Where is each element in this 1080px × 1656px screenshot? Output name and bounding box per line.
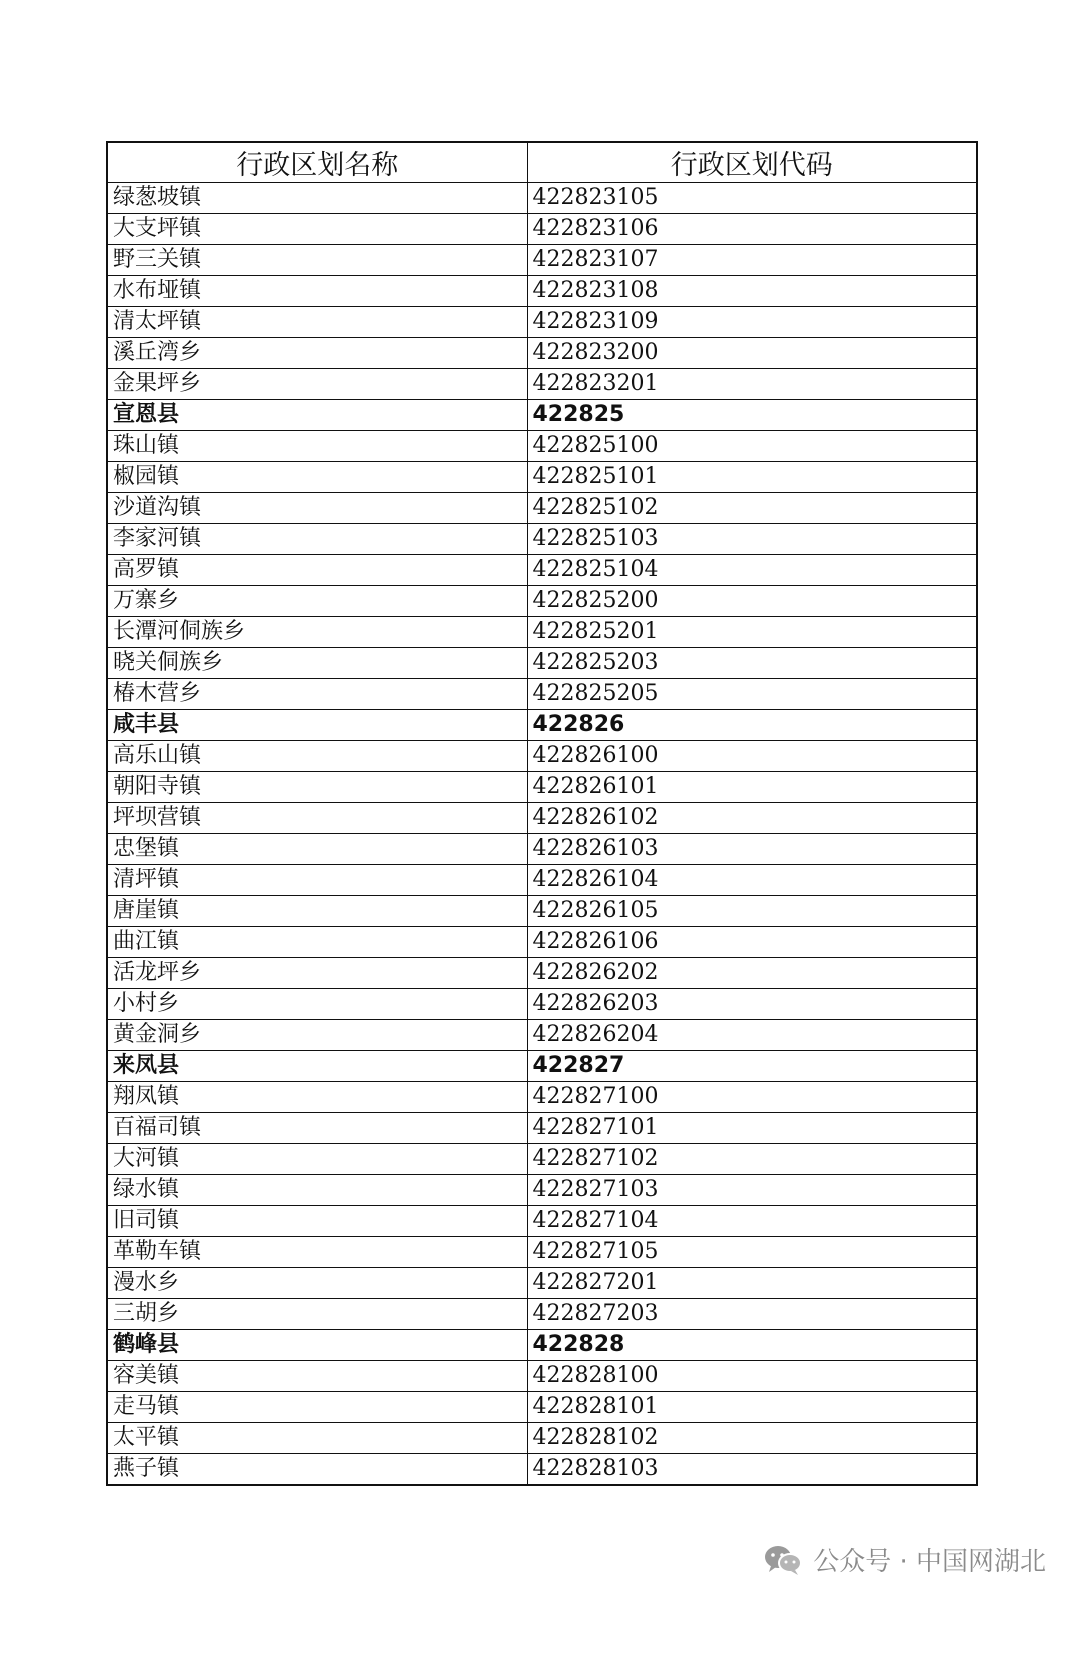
division-name-cell: 长潭河侗族乡 (107, 617, 527, 648)
division-name-cell: 坪坝营镇 (107, 803, 527, 834)
division-code-cell: 422823108 (527, 276, 977, 307)
table-row (107, 1361, 977, 1392)
division-code-table (106, 141, 978, 1486)
table-row (107, 214, 977, 245)
division-code-cell: 422825101 (527, 462, 977, 493)
division-name-cell: 漫水乡 (107, 1268, 527, 1299)
table-row (107, 617, 977, 648)
division-name-cell: 高乐山镇 (107, 741, 527, 772)
division-name-cell: 清太坪镇 (107, 307, 527, 338)
table-row (107, 834, 977, 865)
table-row (107, 586, 977, 617)
division-code-cell: 422826101 (527, 772, 977, 803)
table-row (107, 1454, 977, 1486)
table-row (107, 307, 977, 338)
table-row (107, 1237, 977, 1268)
division-code-cell: 422828100 (527, 1361, 977, 1392)
table-row (107, 183, 977, 214)
division-name-cell: 溪丘湾乡 (107, 338, 527, 369)
division-name-cell: 忠堡镇 (107, 834, 527, 865)
header-division-name: 行政区划名称 (107, 142, 527, 183)
division-name-cell: 曲江镇 (107, 927, 527, 958)
table-row (107, 927, 977, 958)
table-row (107, 741, 977, 772)
division-name-cell: 太平镇 (107, 1423, 527, 1454)
division-code-cell: 422825201 (527, 617, 977, 648)
table-row (107, 1268, 977, 1299)
table-body (107, 183, 977, 1486)
division-name-cell: 清坪镇 (107, 865, 527, 896)
table-row (107, 276, 977, 307)
table-row (107, 1113, 977, 1144)
county-row (107, 1330, 977, 1361)
division-code-cell: 422827203 (527, 1299, 977, 1330)
division-code-cell: 422828101 (527, 1392, 977, 1423)
table-row (107, 803, 977, 834)
division-name-cell: 百福司镇 (107, 1113, 527, 1144)
division-code-cell: 422825200 (527, 586, 977, 617)
division-name-cell: 金果坪乡 (107, 369, 527, 400)
division-name-cell: 野三关镇 (107, 245, 527, 276)
table-row (107, 1206, 977, 1237)
division-code-cell: 422825104 (527, 555, 977, 586)
table-row (107, 896, 977, 927)
table-row (107, 1423, 977, 1454)
division-code-cell: 422826103 (527, 834, 977, 865)
division-name-cell: 鹤峰县 (107, 1330, 527, 1361)
table-row (107, 679, 977, 710)
division-name-cell: 容美镇 (107, 1361, 527, 1392)
watermark-text: 公众号 · 中国网湖北 (813, 1547, 1046, 1577)
wechat-watermark (763, 1541, 1046, 1578)
table-row (107, 493, 977, 524)
division-code-cell: 422823201 (527, 369, 977, 400)
division-name-cell: 革勒车镇 (107, 1237, 527, 1268)
division-code-cell: 422825100 (527, 431, 977, 462)
header-division-code: 行政区划代码 (527, 142, 977, 183)
division-name-cell: 珠山镇 (107, 431, 527, 462)
table-row (107, 1020, 977, 1051)
division-code-cell: 422827104 (527, 1206, 977, 1237)
division-code-cell: 422823109 (527, 307, 977, 338)
table-row (107, 1144, 977, 1175)
division-code-cell: 422828102 (527, 1423, 977, 1454)
table-row (107, 524, 977, 555)
division-code-cell: 422826204 (527, 1020, 977, 1051)
table-header-row (107, 142, 977, 183)
division-name-cell: 唐崖镇 (107, 896, 527, 927)
division-code-cell: 422823200 (527, 338, 977, 369)
division-name-cell: 翔凤镇 (107, 1082, 527, 1113)
table-row (107, 1175, 977, 1206)
division-code-cell: 422826105 (527, 896, 977, 927)
table-row (107, 245, 977, 276)
table-row (107, 462, 977, 493)
division-name-cell: 朝阳寺镇 (107, 772, 527, 803)
county-row (107, 710, 977, 741)
division-code-cell: 422825103 (527, 524, 977, 555)
table-row (107, 1392, 977, 1423)
county-row (107, 1051, 977, 1082)
division-name-cell: 燕子镇 (107, 1454, 527, 1486)
table-row (107, 865, 977, 896)
division-code-cell: 422826203 (527, 989, 977, 1020)
table-row (107, 772, 977, 803)
division-code-cell: 422826202 (527, 958, 977, 989)
division-code-cell: 422827105 (527, 1237, 977, 1268)
division-code-cell: 422826 (527, 710, 977, 741)
division-name-cell: 宣恩县 (107, 400, 527, 431)
division-name-cell: 大河镇 (107, 1144, 527, 1175)
division-code-cell: 422827103 (527, 1175, 977, 1206)
table-row (107, 369, 977, 400)
division-code-cell: 422823107 (527, 245, 977, 276)
table-row (107, 958, 977, 989)
division-name-cell: 黄金洞乡 (107, 1020, 527, 1051)
table-row (107, 338, 977, 369)
division-name-cell: 三胡乡 (107, 1299, 527, 1330)
division-name-cell: 小村乡 (107, 989, 527, 1020)
division-name-cell: 晓关侗族乡 (107, 648, 527, 679)
division-code-cell: 422826102 (527, 803, 977, 834)
division-code-cell: 422827101 (527, 1113, 977, 1144)
division-name-cell: 沙道沟镇 (107, 493, 527, 524)
division-name-cell: 活龙坪乡 (107, 958, 527, 989)
division-code-cell: 422823106 (527, 214, 977, 245)
table-row (107, 431, 977, 462)
division-code-cell: 422827102 (527, 1144, 977, 1175)
table-row (107, 648, 977, 679)
division-code-cell: 422827 (527, 1051, 977, 1082)
division-code-cell: 422823105 (527, 183, 977, 214)
division-code-cell: 422827100 (527, 1082, 977, 1113)
table-row (107, 555, 977, 586)
division-code-cell: 422825205 (527, 679, 977, 710)
division-name-cell: 旧司镇 (107, 1206, 527, 1237)
division-name-cell: 李家河镇 (107, 524, 527, 555)
division-code-cell: 422827201 (527, 1268, 977, 1299)
division-code-cell: 422828 (527, 1330, 977, 1361)
division-code-cell: 422826106 (527, 927, 977, 958)
county-row (107, 400, 977, 431)
division-name-cell: 椒园镇 (107, 462, 527, 493)
division-code-cell: 422825 (527, 400, 977, 431)
table-row (107, 989, 977, 1020)
division-name-cell: 大支坪镇 (107, 214, 527, 245)
division-code-cell: 422825102 (527, 493, 977, 524)
division-code-table-container (106, 141, 976, 1486)
division-name-cell: 绿水镇 (107, 1175, 527, 1206)
wechat-icon (763, 1544, 803, 1576)
division-code-cell: 422825203 (527, 648, 977, 679)
division-name-cell: 绿葱坡镇 (107, 183, 527, 214)
division-code-cell: 422826100 (527, 741, 977, 772)
division-name-cell: 来凤县 (107, 1051, 527, 1082)
division-code-cell: 422826104 (527, 865, 977, 896)
division-name-cell: 椿木营乡 (107, 679, 527, 710)
division-name-cell: 咸丰县 (107, 710, 527, 741)
table-row (107, 1082, 977, 1113)
division-name-cell: 走马镇 (107, 1392, 527, 1423)
table-row (107, 1299, 977, 1330)
division-code-cell: 422828103 (527, 1454, 977, 1486)
division-name-cell: 万寨乡 (107, 586, 527, 617)
division-name-cell: 水布垭镇 (107, 276, 527, 307)
division-name-cell: 高罗镇 (107, 555, 527, 586)
